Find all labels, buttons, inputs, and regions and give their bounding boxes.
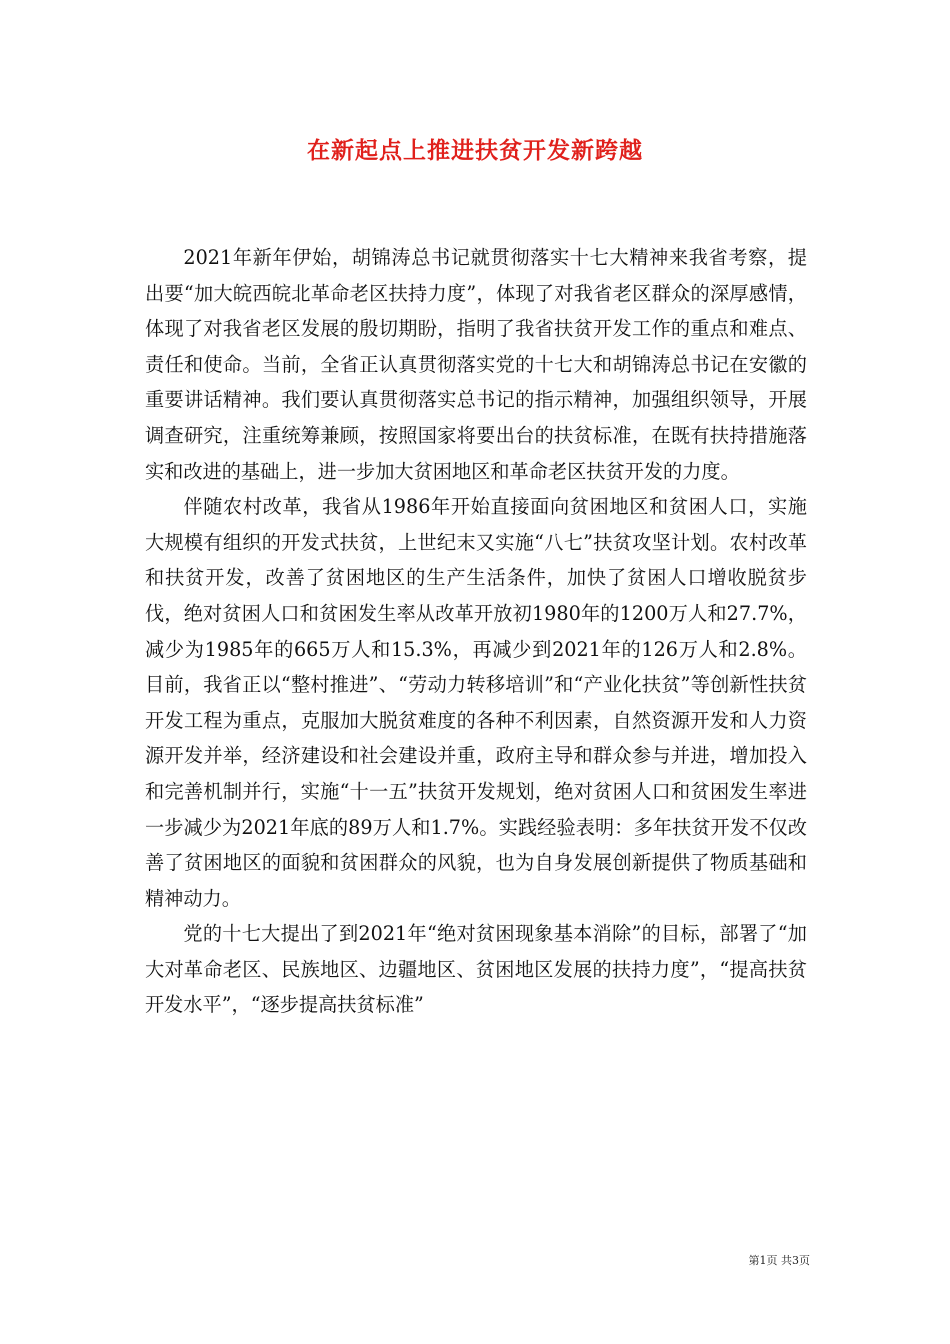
page-number-footer: 第1页 共3页 [748, 1254, 810, 1267]
paragraph-2: 伴随农村改革，我省从1986年开始直接面向贫困地区和贫困人口，实施大规模有组织的开发式扶贫，上世纪末又实施“八七”扶贫攻坚计划。农村改革和扶贫开发，改善了贫困地区的生产生活条件，加快了贫困人口增收脱贫步伐，绝对贫困人口和贫困发生率从改革开放初1980年的1200万人和27.7%，减少为1985年的665万人和15.3%，再减少到2021年的126万人和2.8%。目前，我省正以“整村推进”、“劳动力转移培训”和“产业化扶贫”等创新性扶贫开发工程为重点，克服加大脱贫难度的各种不利因素，自然资源开发和人力资源开发并举，经济建设和社会建设并重，政府主导和群众参与并进，增加投入和完善机制并行，实施“十一五”扶贫开发规划，绝对贫困人口和贫困发生率进一步减少为2021年底的89万人和1.7%。实践经验表明：多年扶贫开发不仅改善了贫困地区的面貌和贫困群众的风貌，也为自身发展创新提供了物质基础和精神动力。 [145, 495, 807, 910]
document-title: 在新起点上推进扶贫开发新跨越 [307, 138, 643, 164]
paragraph-1: 2021年新年伊始，胡锦涛总书记就贯彻落实十七大精神来我省考察，提出要“加大皖西皖北革命老区扶持力度”，体现了对我省老区群众的深厚感情，体现了对我省老区发展的殷切期盼，指明了我省扶贫开发工作的重点和难点、责任和使命。当前，全省正认真贯彻落实党的十七大和胡锦涛总书记在安徽的重要讲话精神。我们要认真贯彻落实总书记的指示精神，加强组织领导，开展调查研究，注重统筹兼顾，按照国家将要出台的扶贫标准，在既有扶持措施落实和改进的基础上，进一步加大贫困地区和革命老区扶贫开发的力度。 [145, 246, 807, 483]
paragraph-3: 党的十七大提出了到2021年“绝对贫困现象基本消除”的目标，部署了“加大对革命老区、民族地区、边疆地区、贫困地区发展的扶持力度”，“提高扶贫开发水平”，“逐步提高扶贫标准” [145, 922, 807, 1017]
document-body [145, 240, 807, 1023]
